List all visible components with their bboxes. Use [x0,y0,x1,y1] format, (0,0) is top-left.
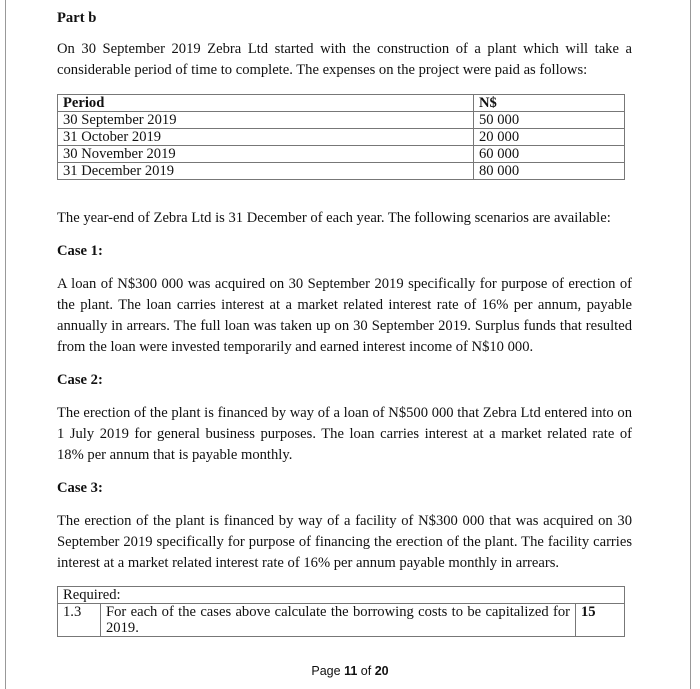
required-label: Required: [58,587,625,604]
period-cell: 31 October 2019 [58,129,474,146]
yearend-paragraph: The year-end of Zebra Ltd is 31 December of each year. The following scenarios are available: [57,210,611,226]
header-amount: N$ [474,95,625,112]
amount-cell: 60 000 [474,146,625,163]
table-row [58,112,625,129]
amount-cell: 20 000 [474,129,625,146]
case-1-title: Case 1: [57,243,103,259]
footer-prefix: Page [311,664,341,678]
case-3-text: The erection of the plant is financed by way of a facility of N$300 000 that was acquired on 30 September 2019 specifically for purpose of financing the erection of the plant. The facility carries interest at a market related interest rate of 16% per annum payable monthly in arrears. [57,513,632,571]
amount-cell: 80 000 [474,163,625,180]
footer-total-pages: 20 [374,664,389,678]
header-period: Period [58,95,474,112]
table-header-row [58,95,625,112]
page-border-right [690,0,691,689]
case-2-text: The erection of the plant is financed by way of a loan of N$500 000 that Zebra Ltd entered into on 1 July 2019 for general business purposes. The loan carries interest at a market related rate of 18% per annum that is payable monthly. [57,405,632,463]
footer-of: of [360,664,372,678]
period-cell: 31 December 2019 [58,163,474,180]
period-cell: 30 November 2019 [58,146,474,163]
question-text: For each of the cases above calculate the borrowing costs to be capitalized for 2019. [101,604,576,637]
required-table [57,586,625,637]
footer-page-number: 11 [344,664,358,678]
table-row [58,129,625,146]
question-number: 1.3 [58,604,101,637]
page-footer [0,663,700,689]
table-row [58,146,625,163]
page-border-left [5,0,6,689]
expenses-table [57,94,625,180]
question-marks: 15 [576,604,625,637]
table-row [58,163,625,180]
case-1-text: A loan of N$300 000 was acquired on 30 September 2019 specifically for purpose of erection of the plant. The loan carries interest at a market related interest rate of 16% per annum, payable annually in arrears. The full loan was taken up on 30 September 2019. Surplus funds that resulted from the loan were invested temporarily and earned interest income of N$10 000. [57,276,632,355]
period-cell: 30 September 2019 [58,112,474,129]
amount-cell: 50 000 [474,112,625,129]
case-3-title: Case 3: [57,480,103,496]
intro-paragraph: On 30 September 2019 Zebra Ltd started with the construction of a plant which will take a considerable period of time to complete. The expenses on the project were paid as follows: [57,41,632,78]
section-heading: Part b [57,10,97,26]
case-2-title: Case 2: [57,372,103,388]
